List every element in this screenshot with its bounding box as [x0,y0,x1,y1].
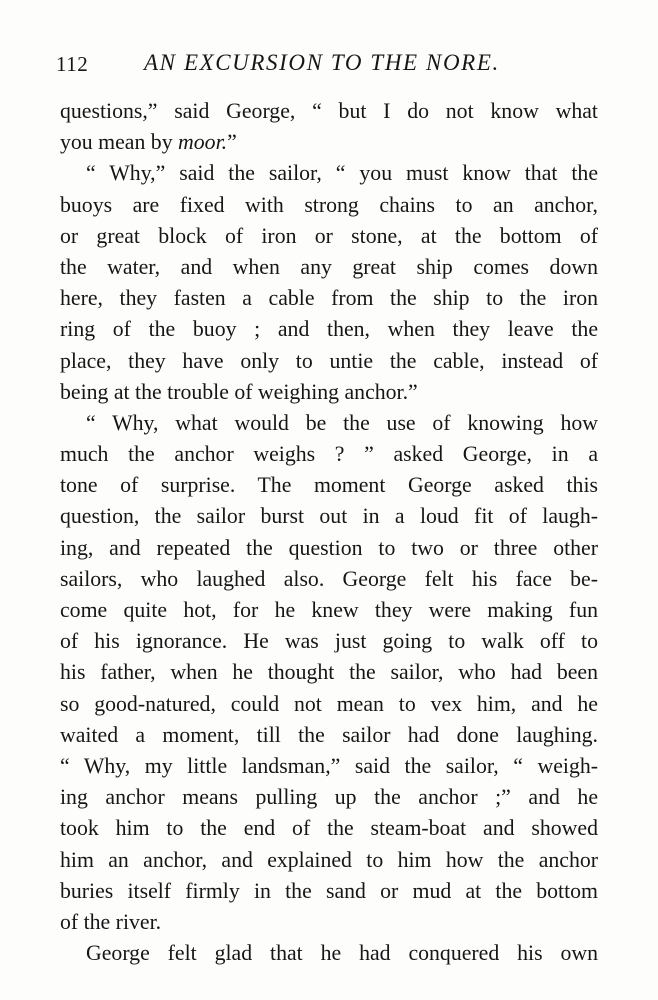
body-text [60,96,598,969]
text-line: tone of surprise. The moment George asked this [60,473,598,498]
text-line: buoys are fixed with strong chains to an anchor, [60,192,598,217]
text-line: here, they fasten a cable from the ship to the iron [60,286,598,311]
text-line [60,127,598,158]
text-line: or great block of iron or stone, at the bottom of [60,223,598,248]
text-line: buries itself firmly in the sand or mud at the bottom [60,878,598,903]
text-line: question, the sailor burst out in a loud fit of laugh- [60,504,598,529]
text-line: ring of the buoy ; and then, when they leave the [60,317,598,342]
text-line: questions,” said George, “ but I do not know what [60,99,598,123]
running-title: AN EXCURSION TO THE NORE. [144,50,500,75]
page-header [56,50,611,84]
text-line: George felt glad that he had conquered his own [86,941,598,966]
text-line: ing anchor means pulling up the anchor ;” and he [60,785,598,810]
text-line: so good-natured, could not mean to vex him, and he [60,691,598,716]
closing-quote: ” [227,130,237,155]
text-fragment: you mean by [60,130,179,155]
text-line: “ Why, what would be the use of knowing how [86,410,598,435]
text-line: the water, and when any great ship comes down [60,254,598,279]
text-line: waited a moment, till the sailor had done laughing. [60,722,598,747]
text-line: “ Why, my little landsman,” said the sailor, “ weigh- [60,753,598,778]
text-line: sailors, who laughed also. George felt his face be- [60,566,598,591]
page-number: 112 [56,52,89,76]
text-line: being at the trouble of weighing anchor.” [60,379,418,404]
text-line: took him to the end of the steam-boat and showed [60,816,598,841]
text-line: much the anchor weighs ? ” asked George, in a [60,442,598,467]
text-line: of his ignorance. He was just going to walk off to [60,629,598,654]
text-line: him an anchor, and explained to him how the anchor [60,847,598,872]
text-line: come quite hot, for he knew they were making fun [60,598,598,622]
text-line: place, they have only to untie the cable, instead of [60,348,598,373]
text-line: ing, and repeated the question to two or three other [60,535,598,560]
text-line: his father, when he thought the sailor, who had been [60,660,598,685]
italic-word: moor. [178,130,228,155]
text-line: “ Why,” said the sailor, “ you must know that the [86,161,598,186]
text-line: of the river. [60,909,162,934]
